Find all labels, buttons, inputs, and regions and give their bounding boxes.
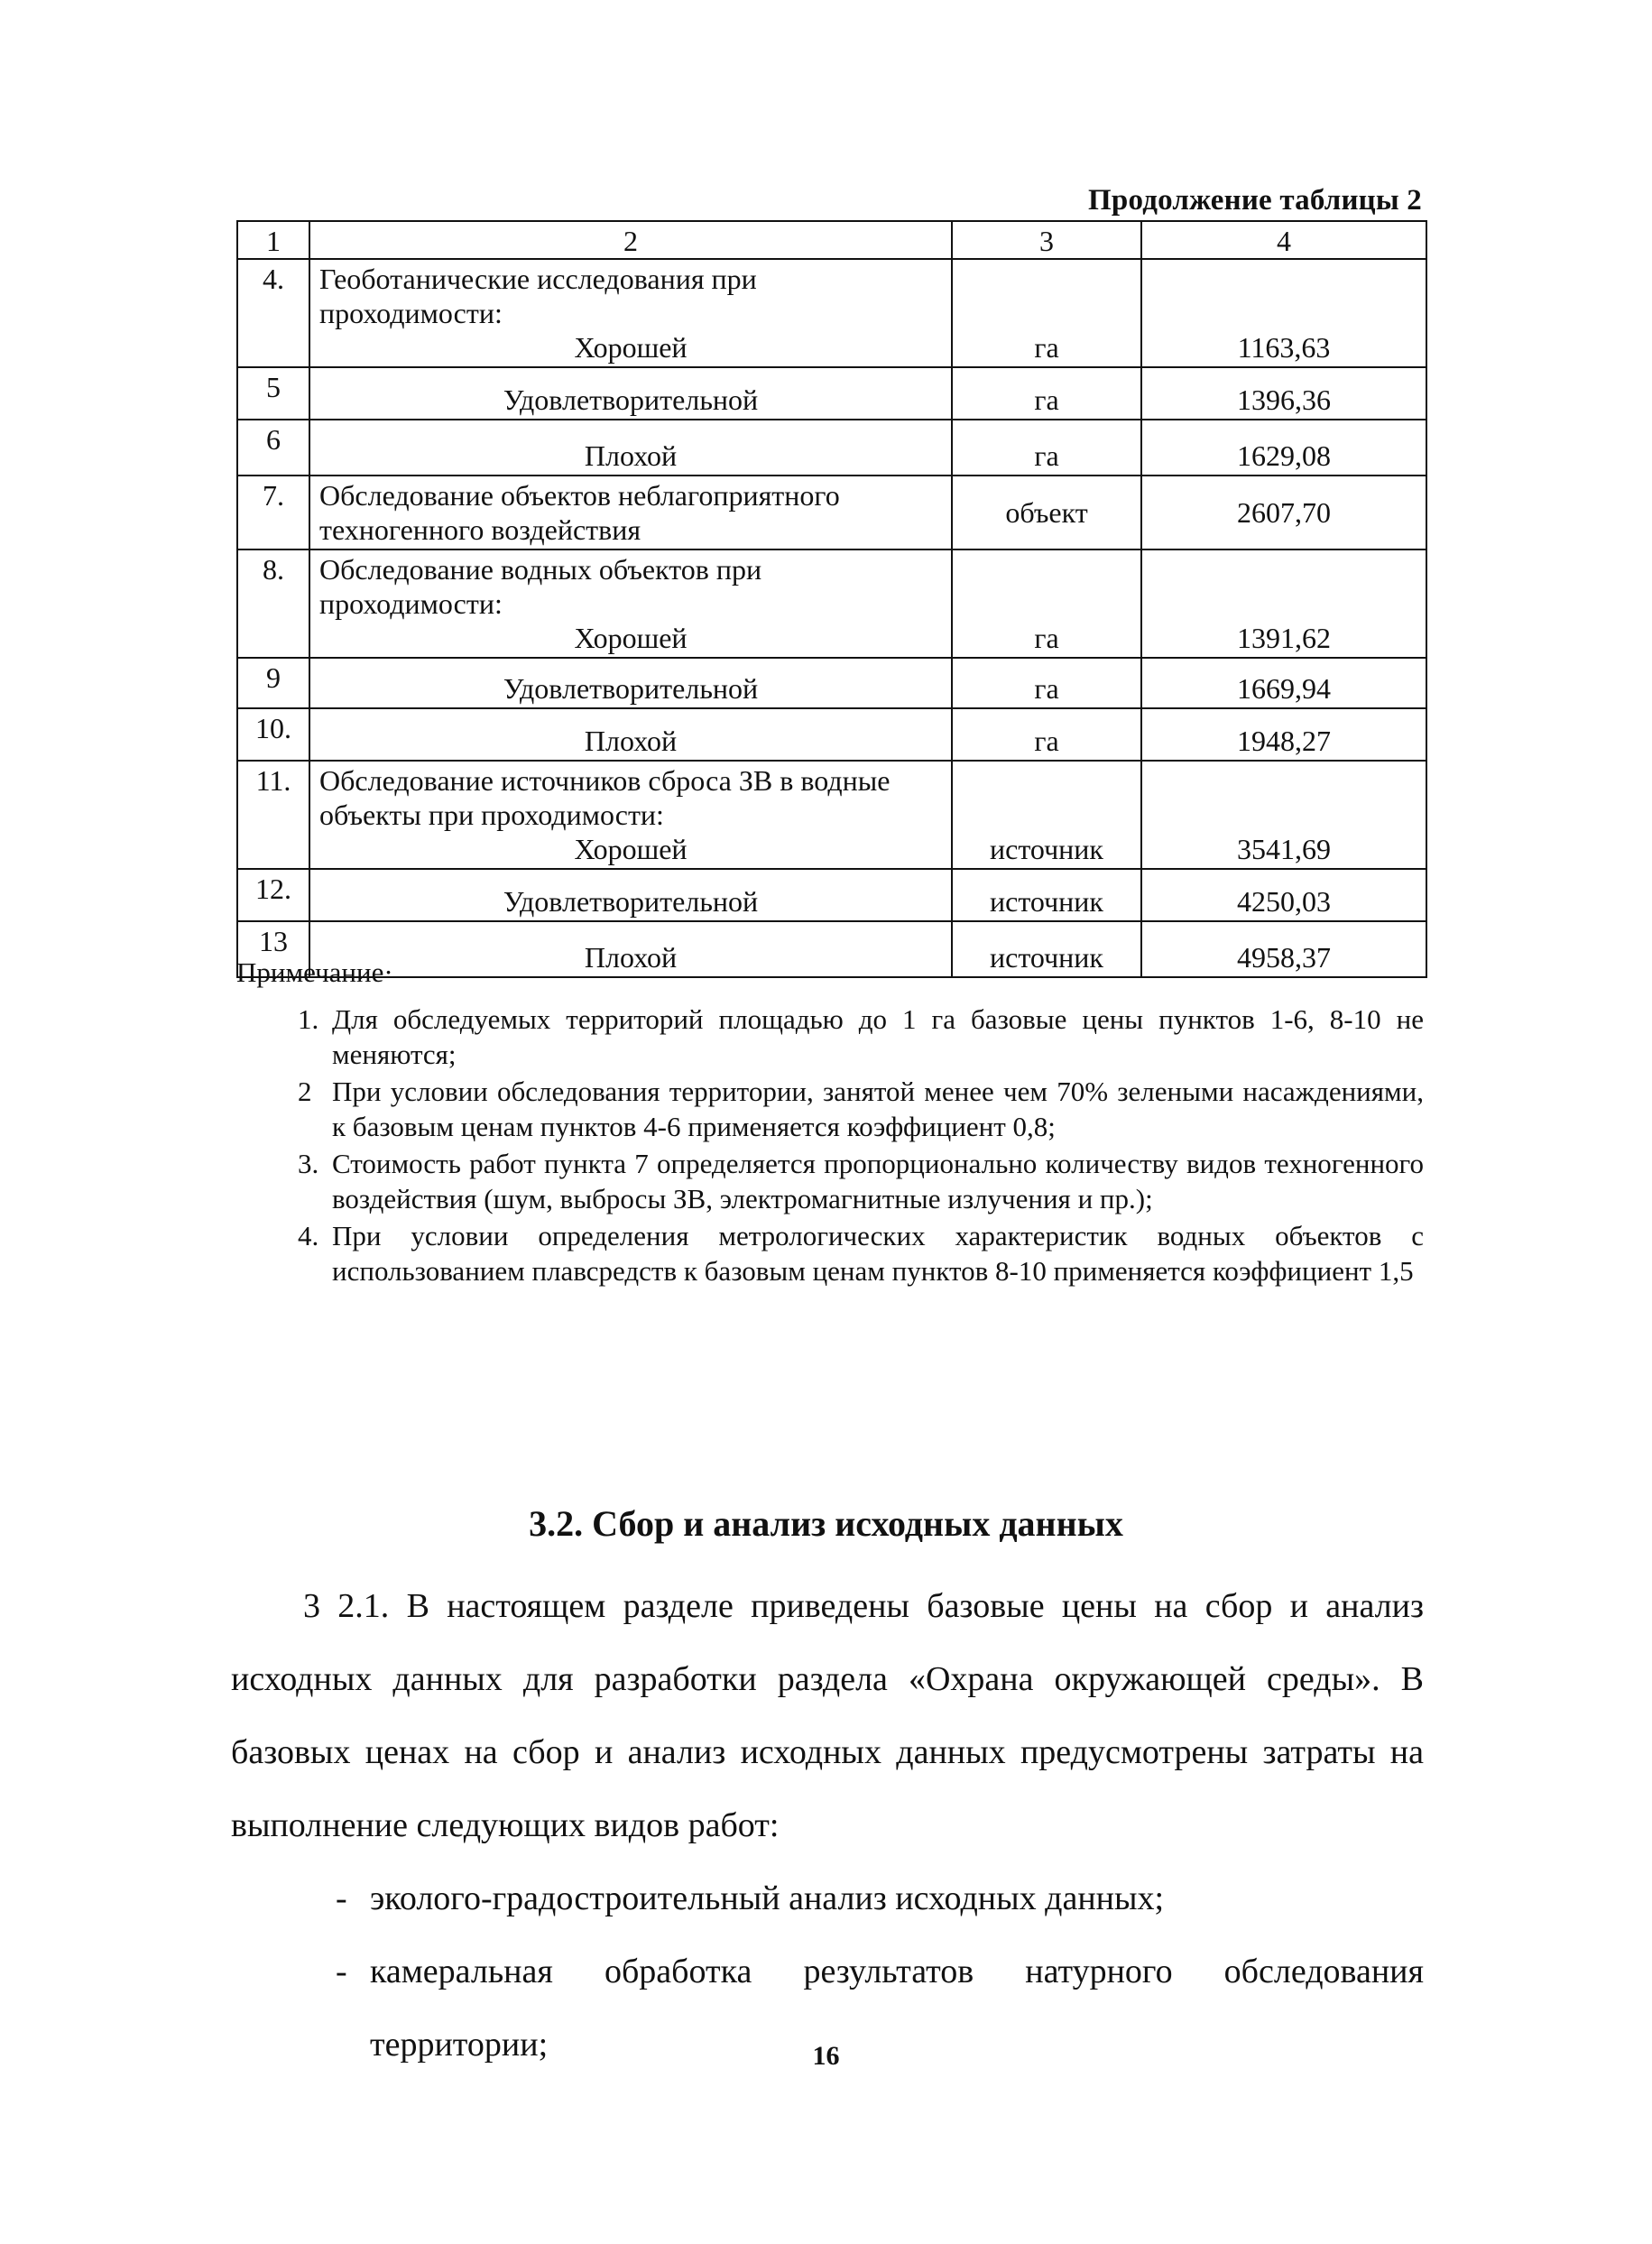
row-description — [309, 259, 952, 367]
row-unit: га — [952, 420, 1141, 476]
row-value: 1669,94 — [1141, 658, 1426, 708]
table-row — [237, 367, 1426, 420]
row-value: 1629,08 — [1141, 420, 1426, 476]
row-value: 1391,62 — [1141, 549, 1426, 658]
note-title: Примечание· — [236, 956, 393, 988]
row-subtext: Удовлетворительной — [503, 383, 759, 416]
notes-list — [298, 1002, 1424, 1290]
row-value: 2607,70 — [1141, 476, 1426, 549]
row-number: 11. — [237, 761, 309, 869]
note-text: Для обследуемых территорий площадью до 1 га базовые цены пунктов 1-6, 8-10 не меняются; — [332, 1003, 1424, 1070]
row-number: 13 — [237, 921, 309, 977]
row-text: Обследование источников сброса ЗВ в водные объекты при проходимости: — [319, 764, 891, 831]
row-value: 4958,37 — [1141, 921, 1426, 977]
list-item-text: эколого-градостроительный анализ исходных данных; — [370, 1879, 1165, 1917]
table-row — [237, 420, 1426, 476]
row-description — [309, 476, 952, 549]
dash-marker: - — [336, 1953, 347, 1990]
row-unit: источник — [952, 761, 1141, 869]
row-value: 1948,27 — [1141, 708, 1426, 761]
page-number: 16 — [812, 2041, 840, 2071]
table-row — [237, 761, 1426, 869]
table-row — [237, 921, 1426, 977]
row-description — [309, 420, 952, 476]
row-description — [309, 658, 952, 708]
note-number: 3. — [298, 1148, 319, 1179]
row-value: 1163,63 — [1141, 259, 1426, 367]
row-text: Обследование водных объектов при проходимости: — [319, 553, 762, 620]
price-table — [236, 220, 1427, 978]
note-text: При условии обследования территории, занятой менее чем 70% зелеными насаждениями, к базовым ценам пунктов 4-6 применяется коэффициент 0,8; — [332, 1076, 1424, 1142]
dash-marker: - — [336, 1879, 347, 1917]
row-description — [309, 869, 952, 921]
row-number: 7. — [237, 476, 309, 549]
row-number: 10. — [237, 708, 309, 761]
row-unit: источник — [952, 869, 1141, 921]
row-unit: источник — [952, 921, 1141, 977]
column-header: 4 — [1141, 221, 1426, 259]
row-value: 3541,69 — [1141, 761, 1426, 869]
row-number: 4. — [237, 259, 309, 367]
table-row — [237, 259, 1426, 367]
table-header-row — [237, 221, 1426, 259]
row-description — [309, 708, 952, 761]
row-value: 4250,03 — [1141, 869, 1426, 921]
row-subtext: Хорошей — [574, 331, 688, 364]
row-subtext: Хорошей — [574, 622, 688, 654]
note-item — [298, 1002, 1424, 1072]
note-item — [298, 1074, 1424, 1144]
row-text: Обследование объектов неблагоприятного техногенного воздействия — [319, 479, 840, 546]
row-unit: га — [952, 549, 1141, 658]
column-header: 2 — [309, 221, 952, 259]
list-item — [231, 1862, 1424, 1935]
row-number: 5 — [237, 367, 309, 420]
note-text: Стоимость работ пункта 7 определяется пропорционально количеству видов техногенного воздействия (шум, выбросы ЗВ, электромагнитные излучения и пр.); — [332, 1148, 1424, 1214]
row-subtext: Плохой — [584, 439, 678, 472]
row-description — [309, 761, 952, 869]
row-unit: га — [952, 259, 1141, 367]
row-number: 12. — [237, 869, 309, 921]
table-row — [237, 476, 1426, 549]
row-subtext: Удовлетворительной — [503, 672, 759, 705]
note-number: 1. — [298, 1003, 319, 1035]
list-item-text: камеральная обработка результатов натурного обследования территории; — [370, 1953, 1424, 2064]
section-heading: 3.2. Сбор и анализ исходных данных — [529, 1503, 1123, 1544]
row-unit: га — [952, 708, 1141, 761]
row-number: 6 — [237, 420, 309, 476]
row-subtext: Плохой — [584, 725, 678, 757]
row-description — [309, 921, 952, 977]
row-number: 9 — [237, 658, 309, 708]
row-text: Геоботанические исследования при проходимости: — [319, 263, 757, 329]
column-header: 3 — [952, 221, 1141, 259]
row-unit: га — [952, 658, 1141, 708]
row-unit: га — [952, 367, 1141, 420]
table-row — [237, 869, 1426, 921]
section-paragraph: 3 2.1. В настоящем разделе приведены базовые цены на сбор и анализ исходных данных для разработки раздела «Охрана окружающей среды». В базовых ценах на сбор и анализ исходных данных предусмотрены затраты на выполнение следующих видов работ: — [231, 1587, 1424, 1844]
section-body — [231, 1570, 1424, 2082]
note-text: При условии определения метрологических характеристик водных объектов с использованием плавсредств к базовым ценам пунктов 8-10 применяется коэффициент 1,5 — [332, 1220, 1424, 1287]
table-row — [237, 708, 1426, 761]
row-subtext: Плохой — [584, 941, 678, 974]
table-caption: Продолжение таблицы 2 — [1088, 184, 1422, 217]
note-item — [298, 1146, 1424, 1216]
column-header: 1 — [237, 221, 309, 259]
note-number: 2 — [298, 1076, 312, 1107]
row-unit: объект — [952, 476, 1141, 549]
note-number: 4. — [298, 1220, 319, 1251]
note-item — [298, 1218, 1424, 1288]
table-row — [237, 549, 1426, 658]
row-subtext: Удовлетворительной — [503, 885, 759, 918]
row-value: 1396,36 — [1141, 367, 1426, 420]
table-row — [237, 658, 1426, 708]
row-description — [309, 549, 952, 658]
row-subtext: Хорошей — [574, 833, 688, 865]
row-number: 8. — [237, 549, 309, 658]
row-description — [309, 367, 952, 420]
